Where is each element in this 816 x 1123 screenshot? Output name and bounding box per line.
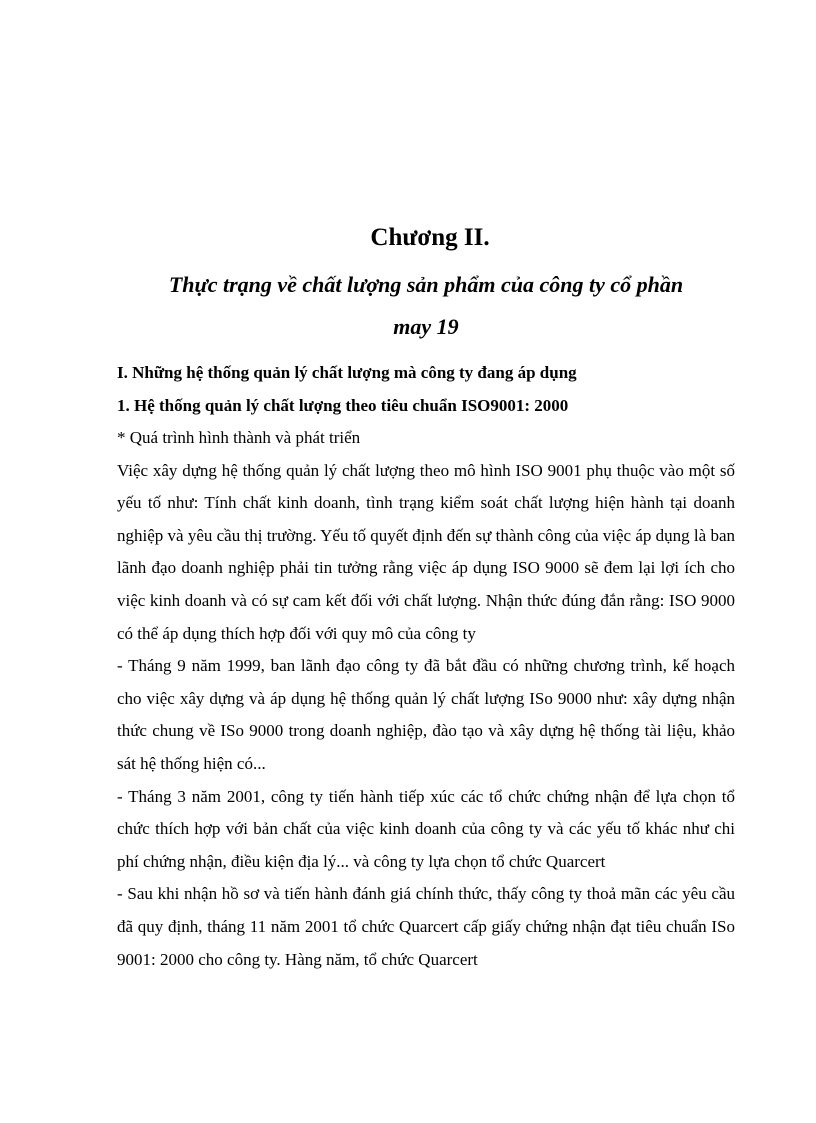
paragraph-2: - Tháng 9 năm 1999, ban lãnh đạo công ty đã bắt đầu có những chương trình, kế hoạch cho việc xây dựng và áp dụng hệ thống quản lý chất lượng ISo 9000 như: xây dựng nhận thức chung về ISo 9000 trong doanh nghiệp, đào tạo và xây dựng hệ thống tài liệu, khảo sát hệ thống hiện có...: [117, 656, 735, 773]
chapter-title: Chương II.: [370, 224, 490, 251]
paragraph-1: Việc xây dựng hệ thống quản lý chất lượng theo mô hình ISO 9001 phụ thuộc vào một số yếu tố như: Tính chất kinh doanh, tình trạng kiểm soát chất lượng hiện hành tại doanh nghiệp và yêu cầu thị trường. Yếu tố quyết định đến sự thành công của việc áp dụng là ban lãnh đạo doanh nghiệp phải tin tưởng rằng việc áp dụng ISO 9000 sẽ đem lại lợi ích cho việc kinh doanh và có sự cam kết đối với chất lượng. Nhận thức đúng đắn rằng: ISO 9000 có thể áp dụng thích hợp đối với quy mô của công ty: [117, 460, 735, 643]
chapter-subtitle-line-1: Thực trạng về chất lượng sản phẩm của công ty cổ phần: [168, 272, 684, 297]
paragraph-3: - Tháng 3 năm 2001, công ty tiến hành tiếp xúc các tổ chức chứng nhận để lựa chọn tổ chức thích hợp với bản chất của việc kinh doanh của công ty và các yếu tố khác như chi phí chứng nhận, điều kiện địa lý... và công ty lựa chọn tổ chức Quarcert: [117, 786, 735, 871]
chapter-subtitle-line-2: may 19: [393, 314, 459, 339]
document-page: [117, 222, 735, 976]
paragraph-4: - Sau khi nhận hồ sơ và tiến hành đánh giá chính thức, thấy công ty thoả mãn các yêu cầu đã quy định, tháng 11 năm 2001 tổ chức Quarcert cấp giấy chứng nhận đạt tiêu chuẩn ISo 9001: 2000 cho công ty. Hàng năm, tổ chức Quarcert: [117, 884, 735, 969]
section-subheading: 1. Hệ thống quản lý chất lượng theo tiêu chuẩn ISO9001: 2000: [117, 396, 569, 415]
bullet-line: * Quá trình hình thành và phát triển: [117, 428, 361, 447]
chapter-subtitle: [117, 264, 735, 348]
section-heading: I. Những hệ thống quản lý chất lượng mà công ty đang áp dụng: [117, 363, 577, 382]
